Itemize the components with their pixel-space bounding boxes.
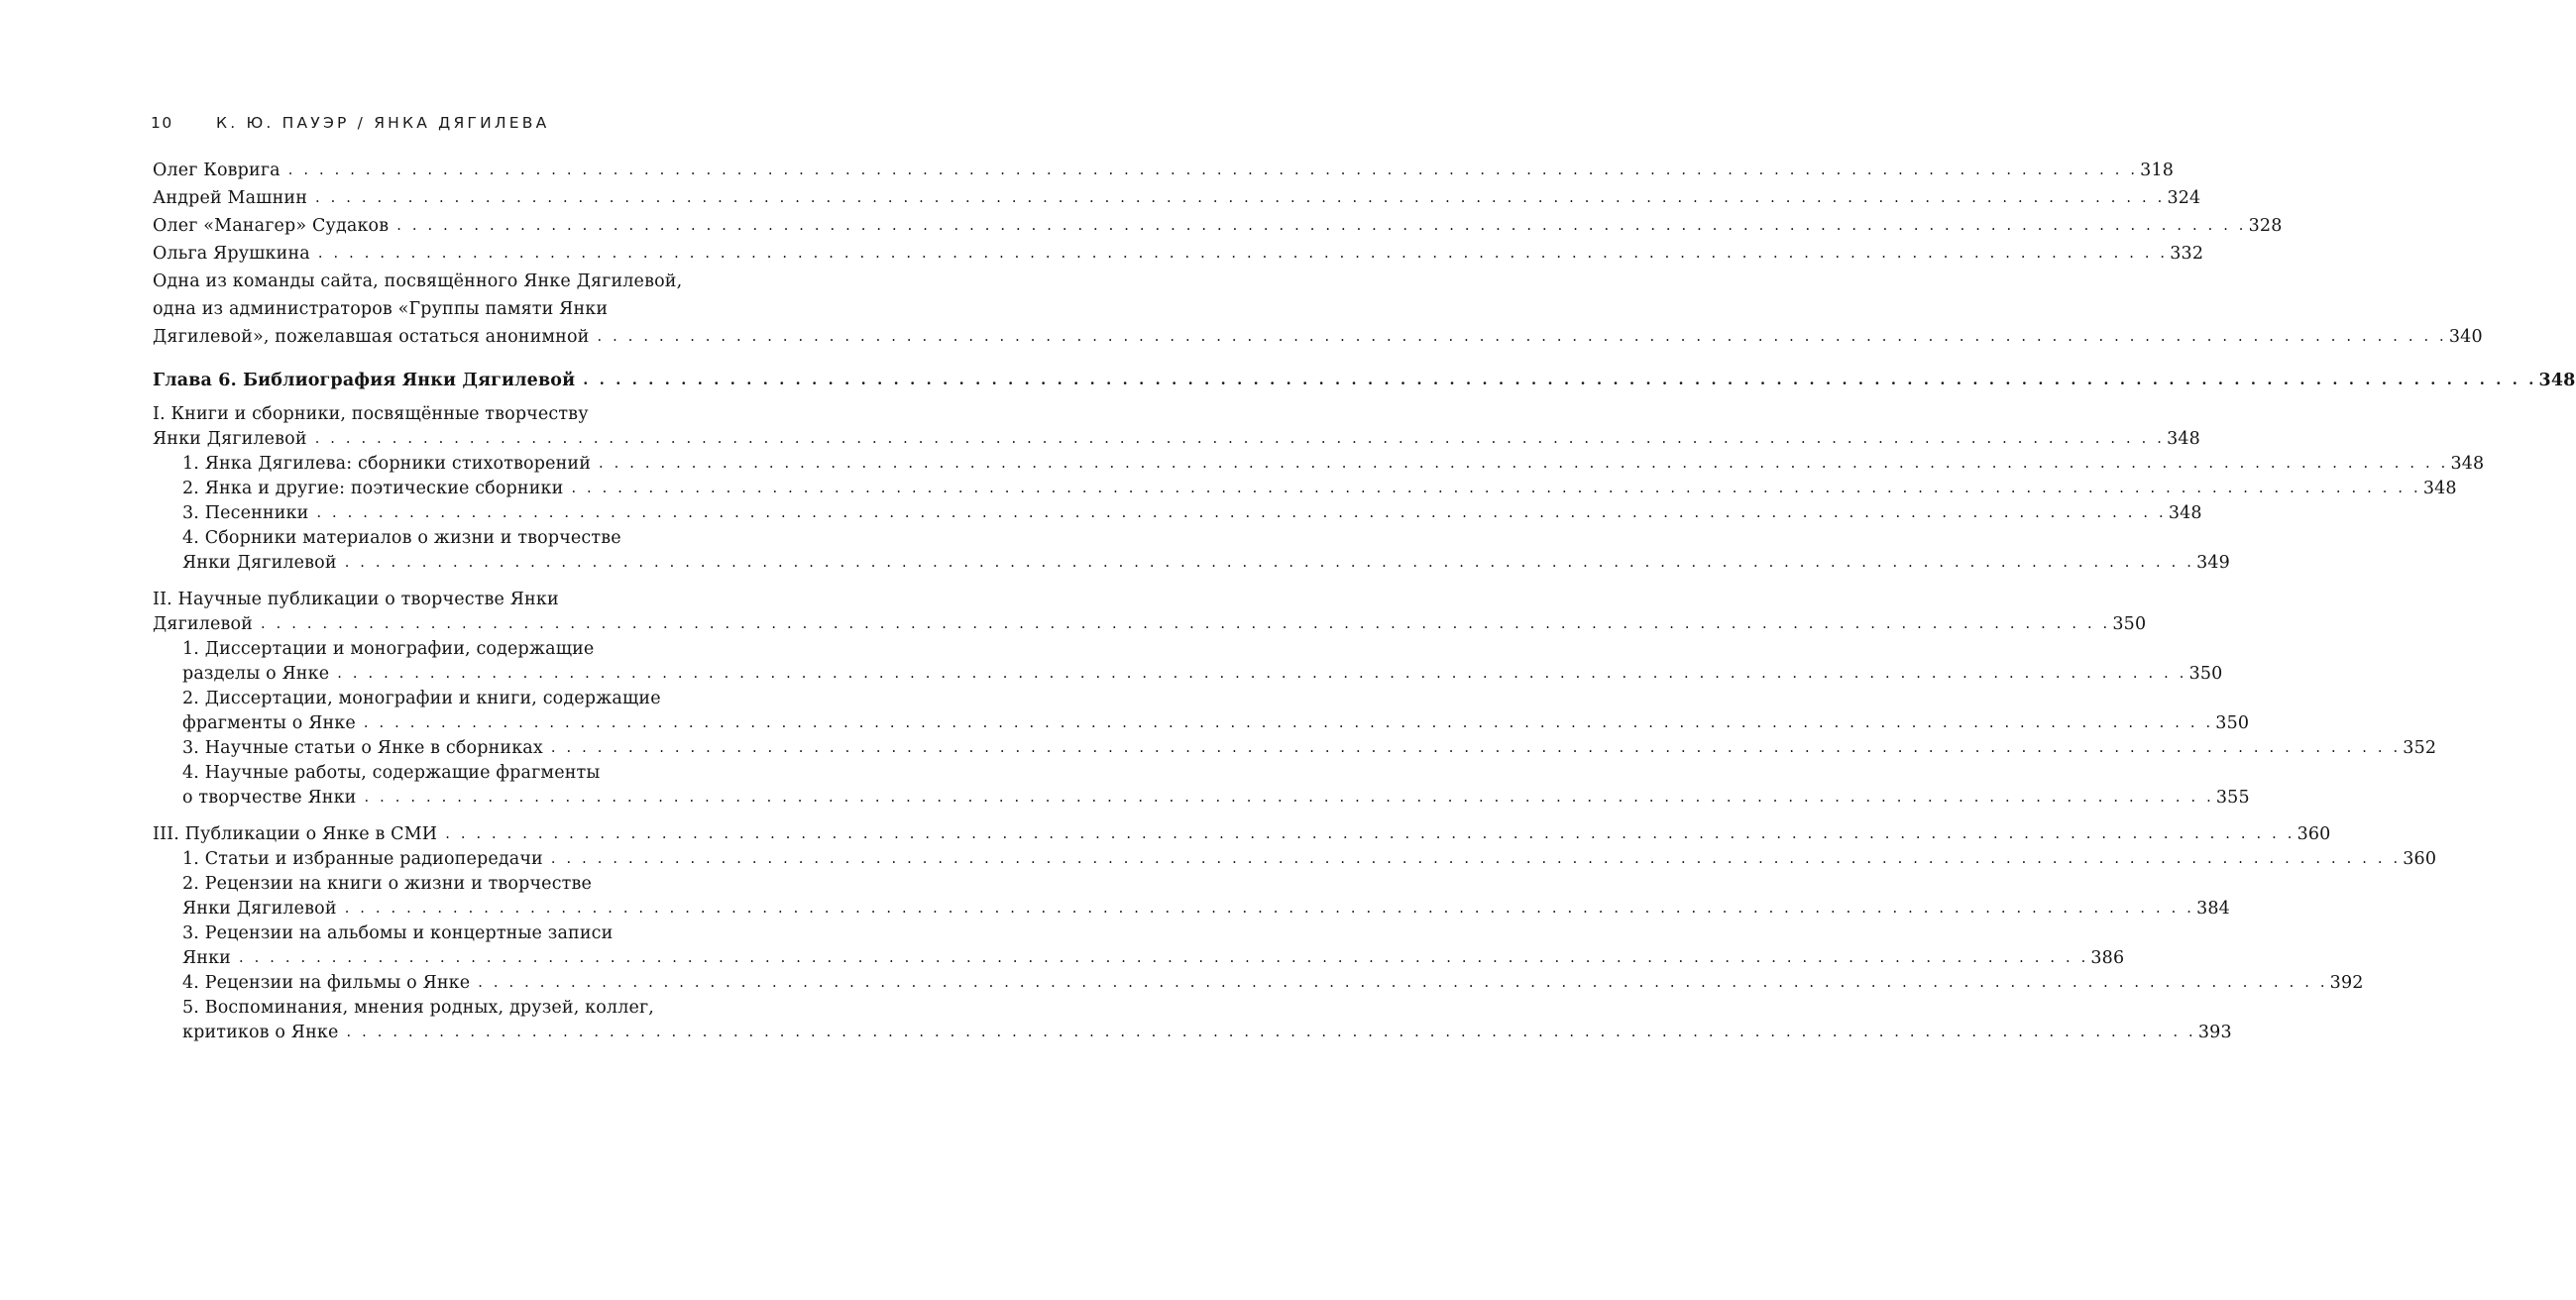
- dot-leader: . . . . . . . . . . . . . . . . . . . . . . . . . . . . . . . . . . . . . . . . . . . . . . . . . . . . . . . . . . . . . . . . . . . . . . . . . . . . . . . . . . . . . . . . . . . . . . . . . . . . . . . . . . . . . . . . . . . . . . . .: [571, 481, 2421, 496]
- toc-page-number: 360: [2296, 824, 2331, 844]
- toc-page-number: 348: [2538, 371, 2576, 390]
- toc-page-number: 350: [2188, 664, 2223, 684]
- toc-entry-title: 4. Научные работы, содержащие фрагменты: [182, 763, 601, 783]
- toc-page-number: 392: [2329, 973, 2364, 993]
- dot-leader: . . . . . . . . . . . . . . . . . . . . . . . . . . . . . . . . . . . . . . . . . . . . . . . . . . . . . . . . . . . . . . . . . . . . . . . . . . . . . . . . . . . . . . . . . . . . . . . . . . . . . . . . . . . . . . . . . . . . . . . .: [597, 329, 2447, 345]
- dot-leader: . . . . . . . . . . . . . . . . . . . . . . . . . . . . . . . . . . . . . . . . . . . . . . . . . . . . . . . . . . . . . . . . . . . . . . . . . . . . . . . . . . . . . . . . . . . . . . . . . . . . . . . . . . . . . . . . . . . . . . . .: [478, 975, 2328, 991]
- toc-entry-title: Дягилевой: [153, 614, 253, 634]
- dot-leader: . . . . . . . . . . . . . . . . . . . . . . . . . . . . . . . . . . . . . . . . . . . . . . . . . . . . . . . . . . . . . . . . . . . . . . . . . . . . . . . . . . . . . . . . . . . . . . . . . . . . . . . . . . . . . . . . . . . . . . . .: [314, 431, 2166, 447]
- toc-entry-title: I. Книги и сборники, посвящённые творчеству: [153, 404, 589, 424]
- toc-section[interactable]: [153, 402, 2200, 452]
- toc-entry-title: III. Публикации о Янке в СМИ: [153, 824, 438, 844]
- toc-entry-title: 3. Рецензии на альбомы и концертные записи: [182, 923, 614, 943]
- toc-subsection[interactable]: [153, 452, 2485, 477]
- toc-entry-title: Ольга Ярушкина: [153, 244, 310, 264]
- dot-leader: . . . . . . . . . . . . . . . . . . . . . . . . . . . . . . . . . . . . . . . . . . . . . . . . . . . . . . . . . . . . . . . . . . . . . . . . . . . . . . . . . . . . . . . . . . . . . . . . . . . . . . . . . . . . . . . . . . . . . . . .: [317, 246, 2169, 262]
- toc-entry-title: 2. Янка и другие: поэтические сборники: [182, 479, 564, 498]
- toc-page-number: 348: [2450, 454, 2485, 474]
- page-number: 10: [151, 114, 173, 132]
- toc-entry-title: 4. Сборники материалов о жизни и творчестве: [182, 528, 621, 548]
- toc-entry[interactable]: [153, 268, 2483, 351]
- toc-entry-title: 1. Янка Дягилева: сборники стихотворений: [182, 454, 592, 474]
- dot-leader: . . . . . . . . . . . . . . . . . . . . . . . . . . . . . . . . . . . . . . . . . . . . . . . . . . . . . . . . . . . . . . . . . . . . . . . . . . . . . . . . . . . . . . . . . . . . . . . . . . . . . . . . . . . . . . . . . . . . . . . .: [316, 505, 2167, 521]
- toc-page-number: 324: [2167, 188, 2201, 208]
- toc-entry-title: Дягилевой», пожелавшая остаться анонимной: [153, 327, 590, 347]
- toc-entry[interactable]: [153, 157, 2175, 184]
- toc-chapter[interactable]: [153, 367, 2576, 394]
- toc-entry[interactable]: [153, 184, 2201, 212]
- toc-page-number: 318: [2140, 161, 2175, 180]
- toc-entry-title: Глава 6. Библиография Янки Дягилевой: [153, 371, 576, 390]
- dot-leader: . . . . . . . . . . . . . . . . . . . . . . . . . . . . . . . . . . . . . . . . . . . . . . . . . . . . . . . . . . . . . . . . . . . . . . . . . . . . . . . . . . . . . . . . . . . . . . . . . . . . . . . . . . . . . . . . . . . . . . . .: [396, 218, 2247, 234]
- dot-leader: . . . . . . . . . . . . . . . . . . . . . . . . . . . . . . . . . . . . . . . . . . . . . . . . . . . . . . . . . . . . . . . . . . . . . . . . . . . . . . . . . . . . . . . . . . . . . . . . . . . . . . . . . . . . . . . . . . . . . . . .: [239, 950, 2089, 966]
- toc-entry-title: одна из администраторов «Группы памяти Янки: [153, 299, 609, 319]
- dot-leader: . . . . . . . . . . . . . . . . . . . . . . . . . . . . . . . . . . . . . . . . . . . . . . . . . . . . . . . . . . . . . . . . . . . . . . . . . . . . . . . . . . . . . . . . . . . . . . . . . . . . . . . . . . . . . . . . . . . . . . . .: [445, 826, 2296, 842]
- section-spacer: [153, 811, 737, 822]
- dot-leader: . . . . . . . . . . . . . . . . . . . . . . . . . . . . . . . . . . . . . . . . . . . . . . . . . . . . . . . . . . . . . . . . . . . . . . . . . . . . . . . . . . . . . . . . . . . . . . . . . . . . . . . . . . . . . . . . . . . . . . . .: [315, 190, 2166, 206]
- toc-section[interactable]: [153, 588, 2147, 637]
- toc-page-number: 328: [2248, 216, 2283, 236]
- toc-page-number: 349: [2196, 553, 2230, 573]
- toc-subsection[interactable]: [153, 921, 2125, 971]
- toc-page-number: 350: [2112, 614, 2147, 634]
- dot-leader: . . . . . . . . . . . . . . . . . . . . . . . . . . . . . . . . . . . . . . . . . . . . . . . . . . . . . . . . . . . . . . . . . . . . . . . . . . . . . . . . . . . . . . . . . . . . . . . . . . . . . . . . . . . . . . . . . . . . . . . .: [260, 616, 2111, 632]
- dot-leader: . . . . . . . . . . . . . . . . . . . . . . . . . . . . . . . . . . . . . . . . . . . . . . . . . . . . . . . . . . . . . . . . . . . . . . . . . . . . . . . . . . . . . . . . . . . . . . . . . . . . . . . . . . . . . . . . . . . . . . . .: [550, 740, 2402, 756]
- toc-entry-title: Олег «Манагер» Судаков: [153, 216, 390, 236]
- dot-leader: . . . . . . . . . . . . . . . . . . . . . . . . . . . . . . . . . . . . . . . . . . . . . . . . . . . . . . . . . . . . . . . . . . . . . . . . . . . . . . . . . . . . . . . . . . . . . . . . . . . . . . . . . . . . . . . . . . . . . . . .: [346, 1025, 2196, 1040]
- toc-entry[interactable]: [153, 240, 2204, 268]
- dot-leader: . . . . . . . . . . . . . . . . . . . . . . . . . . . . . . . . . . . . . . . . . . . . . . . . . . . . . . . . . . . . . . . . . . . . . . . . . . . . . . . . . . . . . . . . . . . . . . . . . . . . . . . . . . . . . . . . . . . . . . . .: [364, 790, 2214, 806]
- toc-entry[interactable]: [153, 212, 2283, 240]
- toc-entry-title: о творчестве Янки: [182, 788, 357, 808]
- toc-entry-title: Андрей Машнин: [153, 188, 308, 208]
- toc-page-number: 332: [2170, 244, 2204, 264]
- toc-subsection[interactable]: [153, 637, 2223, 687]
- toc-page-number: 340: [2448, 327, 2483, 347]
- toc-entry-title: Янки Дягилевой: [182, 899, 337, 919]
- toc-entry-title: 1. Статьи и избранные радиопередачи: [182, 849, 543, 869]
- toc-subsection[interactable]: [153, 526, 2230, 576]
- dot-leader: . . . . . . . . . . . . . . . . . . . . . . . . . . . . . . . . . . . . . . . . . . . . . . . . . . . . . . . . . . . . . . . . . . . . . . . . . . . . . . . . . . . . . . . . . . . . . . . . . . . . . . . . . . . . . . . . . . . . . . . .: [287, 162, 2139, 178]
- toc-page-number: 360: [2403, 849, 2437, 869]
- toc-subsection[interactable]: [153, 872, 2230, 921]
- toc-subsection[interactable]: [153, 736, 2437, 761]
- toc-subsection[interactable]: [153, 477, 2457, 501]
- toc-page-number: 348: [2167, 429, 2200, 449]
- toc-entry-title: 3. Песенники: [182, 503, 309, 523]
- table-of-contents: [153, 157, 2576, 1045]
- toc-entry-title: Янки Дягилевой: [153, 429, 307, 449]
- toc-page-number: 384: [2196, 899, 2230, 919]
- toc-page-number: 386: [2090, 948, 2125, 968]
- section-spacer: [153, 576, 737, 588]
- toc-entry-title: фрагменты о Янке: [182, 713, 356, 733]
- toc-entry-title: 2. Диссертации, монографии и книги, содержащие: [182, 689, 661, 708]
- toc-page-number: 355: [2215, 788, 2250, 808]
- running-title: К. Ю. ПАУЭР / ЯНКА ДЯГИЛЕВА: [216, 114, 550, 132]
- toc-entry-title: критиков о Янке: [182, 1023, 339, 1042]
- toc-entry-title: 5. Воспоминания, мнения родных, друзей, коллег,: [182, 998, 654, 1018]
- toc-entry-title: Олег Коврига: [153, 161, 280, 180]
- toc-subsection[interactable]: [153, 761, 2250, 811]
- toc-entry-title: разделы о Янке: [182, 664, 330, 684]
- toc-entry-title: II. Научные публикации о творчестве Янки: [153, 590, 559, 609]
- toc-entry-title: Янки Дягилевой: [182, 553, 337, 573]
- dot-leader: . . . . . . . . . . . . . . . . . . . . . . . . . . . . . . . . . . . . . . . . . . . . . . . . . . . . . . . . . . . . . . . . . . . . . . . . . . . . . . . . . . . . . . . . . . . . . . . . . . . . . . . . . . . . . . . . . . . . . . . .: [583, 372, 2537, 388]
- toc-page-number: 348: [2422, 479, 2457, 498]
- toc-entry-title: 1. Диссертации и монографии, содержащие: [182, 639, 595, 659]
- dot-leader: . . . . . . . . . . . . . . . . . . . . . . . . . . . . . . . . . . . . . . . . . . . . . . . . . . . . . . . . . . . . . . . . . . . . . . . . . . . . . . . . . . . . . . . . . . . . . . . . . . . . . . . . . . . . . . . . . . . . . . . .: [550, 851, 2402, 867]
- toc-page-number: 350: [2215, 713, 2250, 733]
- toc-entry-title: Янки: [182, 948, 231, 968]
- toc-entry-title: 4. Рецензии на фильмы о Янке: [182, 973, 471, 993]
- toc-page-number: 393: [2197, 1023, 2232, 1042]
- toc-subsection[interactable]: [153, 847, 2437, 872]
- toc-subsection[interactable]: [153, 501, 2202, 526]
- dot-leader: . . . . . . . . . . . . . . . . . . . . . . . . . . . . . . . . . . . . . . . . . . . . . . . . . . . . . . . . . . . . . . . . . . . . . . . . . . . . . . . . . . . . . . . . . . . . . . . . . . . . . . . . . . . . . . . . . . . . . . . .: [344, 901, 2195, 917]
- toc-page-number: 352: [2403, 738, 2437, 758]
- toc-subsection[interactable]: [153, 996, 2232, 1045]
- dot-leader: . . . . . . . . . . . . . . . . . . . . . . . . . . . . . . . . . . . . . . . . . . . . . . . . . . . . . . . . . . . . . . . . . . . . . . . . . . . . . . . . . . . . . . . . . . . . . . . . . . . . . . . . . . . . . . . . . . . . . . . .: [599, 456, 2449, 472]
- toc-subsection[interactable]: [153, 687, 2250, 736]
- toc-subsection[interactable]: [153, 971, 2364, 996]
- toc-entry-title: 3. Научные статьи о Янке в сборниках: [182, 738, 543, 758]
- dot-leader: . . . . . . . . . . . . . . . . . . . . . . . . . . . . . . . . . . . . . . . . . . . . . . . . . . . . . . . . . . . . . . . . . . . . . . . . . . . . . . . . . . . . . . . . . . . . . . . . . . . . . . . . . . . . . . . . . . . . . . . .: [337, 666, 2187, 682]
- toc-section[interactable]: [153, 822, 2331, 847]
- toc-entry-title: Одна из команды сайта, посвящённого Янке Дягилевой,: [153, 271, 683, 291]
- dot-leader: . . . . . . . . . . . . . . . . . . . . . . . . . . . . . . . . . . . . . . . . . . . . . . . . . . . . . . . . . . . . . . . . . . . . . . . . . . . . . . . . . . . . . . . . . . . . . . . . . . . . . . . . . . . . . . . . . . . . . . . .: [344, 555, 2195, 571]
- running-header: [151, 114, 738, 132]
- toc-page-number: 348: [2168, 503, 2202, 523]
- toc-entry-title: 2. Рецензии на книги о жизни и творчестве: [182, 874, 592, 894]
- dot-leader: . . . . . . . . . . . . . . . . . . . . . . . . . . . . . . . . . . . . . . . . . . . . . . . . . . . . . . . . . . . . . . . . . . . . . . . . . . . . . . . . . . . . . . . . . . . . . . . . . . . . . . . . . . . . . . . . . . . . . . . .: [363, 715, 2214, 731]
